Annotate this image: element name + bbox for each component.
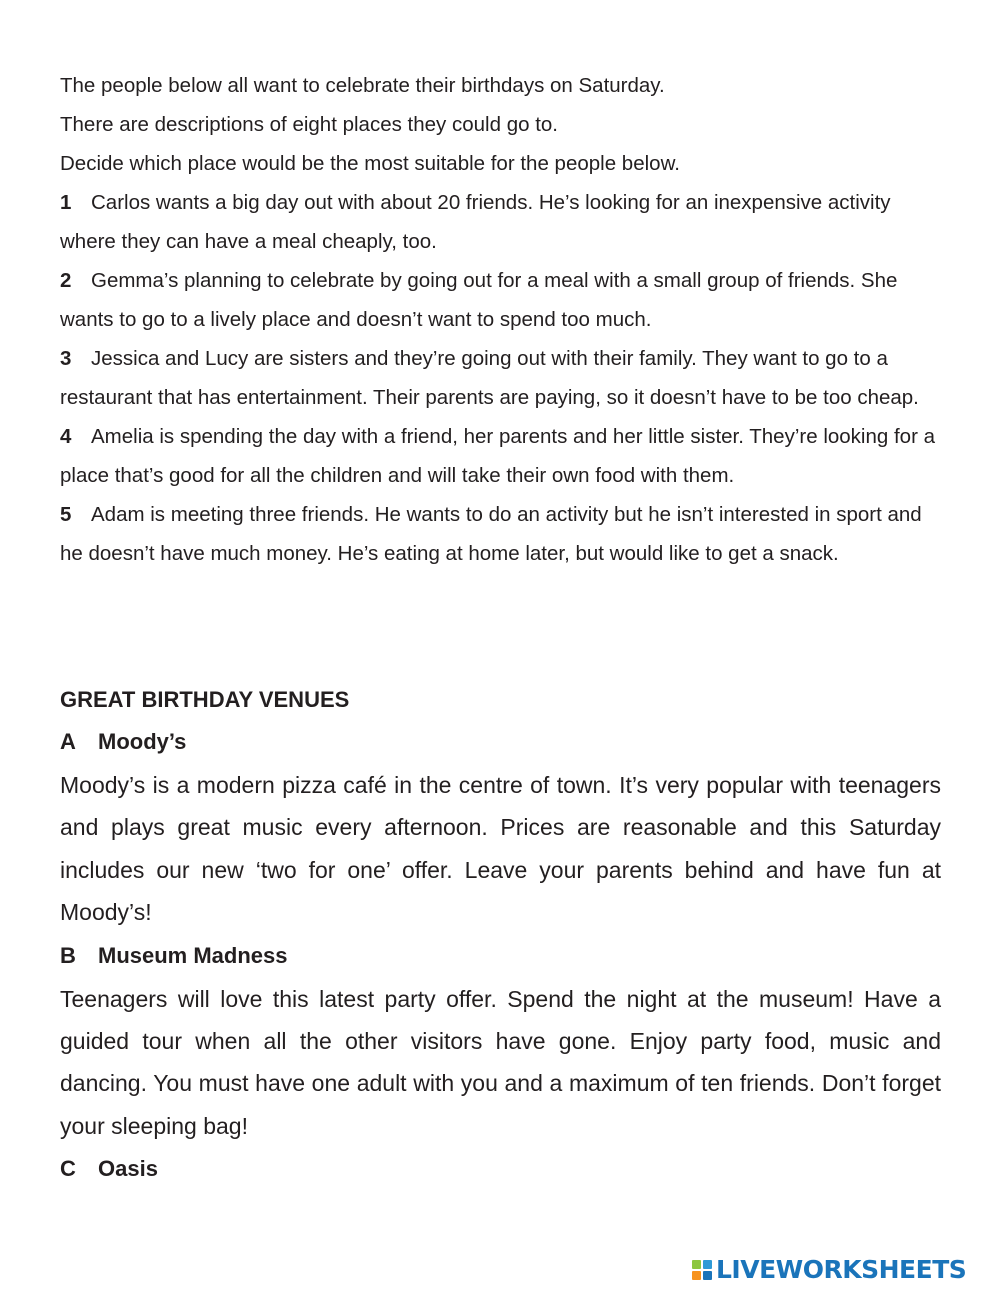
venue-letter: A bbox=[60, 729, 76, 754]
venues-section bbox=[60, 680, 941, 1191]
person-description: Carlos wants a big day out with about 20 friends. He’s looking for an inexpensive activity where they can have a meal cheaply, too. bbox=[60, 191, 891, 253]
person-number: 3 bbox=[60, 347, 72, 370]
instructions bbox=[60, 66, 940, 573]
person-description: Gemma’s planning to celebrate by going out for a meal with a small group of friends. She wants to go to a lively place and doesn’t want to spend too much. bbox=[60, 269, 898, 331]
person-description: Jessica and Lucy are sisters and they’re going out with their family. They want to go to a restaurant that has entertainment. Their parents are paying, so it doesn’t have to be too cheap. bbox=[60, 347, 919, 409]
venue-description-b: Teenagers will love this latest party offer. Spend the night at the museum! Have a guided tour when all the other visitors have gone. Enjoy party food, music and dancing. You must have one adult with you and a maximum of ten friends. Don’t forget your sleeping bag! bbox=[60, 985, 941, 1139]
intro-line-3: Decide which place would be the most suitable for the people below. bbox=[60, 152, 680, 175]
person-description: Amelia is spending the day with a friend, her parents and her little sister. They’re looking for a place that’s good for all the children and will take their own food with them. bbox=[60, 425, 935, 487]
venue-letter: B bbox=[60, 942, 76, 968]
logo-square-icon bbox=[703, 1271, 712, 1280]
person-item-1 bbox=[60, 183, 940, 261]
logo-square-icon bbox=[692, 1260, 701, 1269]
intro-line-1: The people below all want to celebrate their birthdays on Saturday. bbox=[60, 74, 665, 97]
venue-name: Museum Madness bbox=[98, 942, 288, 968]
venue-description-a: Moody’s is a modern pizza café in the centre of town. It’s very popular with teenagers and plays great music every afternoon. Prices are reasonable and this Saturday includes our new ‘two for one’ offer. Leave your parents behind and have fun at Moody’s! bbox=[60, 772, 941, 926]
logo-mark-icon bbox=[692, 1260, 712, 1280]
person-item-2 bbox=[60, 261, 940, 339]
logo-square-icon bbox=[692, 1271, 701, 1280]
logo-text: LIVEWORKSHEETS bbox=[716, 1255, 967, 1284]
logo-square-icon bbox=[703, 1260, 712, 1269]
person-number: 1 bbox=[60, 191, 72, 214]
venue-heading-b bbox=[60, 934, 941, 978]
venue-heading-c bbox=[60, 1147, 941, 1191]
person-description: Adam is meeting three friends. He wants to do an activity but he isn’t interested in sport and he doesn’t have much money. He’s eating at home later, but would like to get a snack. bbox=[60, 503, 922, 565]
venue-name: Moody’s bbox=[98, 729, 187, 754]
person-number: 5 bbox=[60, 503, 72, 526]
person-number: 2 bbox=[60, 269, 72, 292]
liveworksheets-logo bbox=[692, 1254, 966, 1286]
venue-name: Oasis bbox=[98, 1156, 158, 1182]
person-item-3 bbox=[60, 339, 940, 417]
intro-line-2: There are descriptions of eight places they could go to. bbox=[60, 113, 558, 136]
venues-title: GREAT BIRTHDAY VENUES bbox=[60, 687, 350, 712]
person-item-4 bbox=[60, 417, 940, 495]
venue-letter: C bbox=[60, 1156, 76, 1182]
venue-heading-a bbox=[60, 720, 941, 764]
person-item-5 bbox=[60, 495, 940, 573]
person-number: 4 bbox=[60, 425, 72, 448]
